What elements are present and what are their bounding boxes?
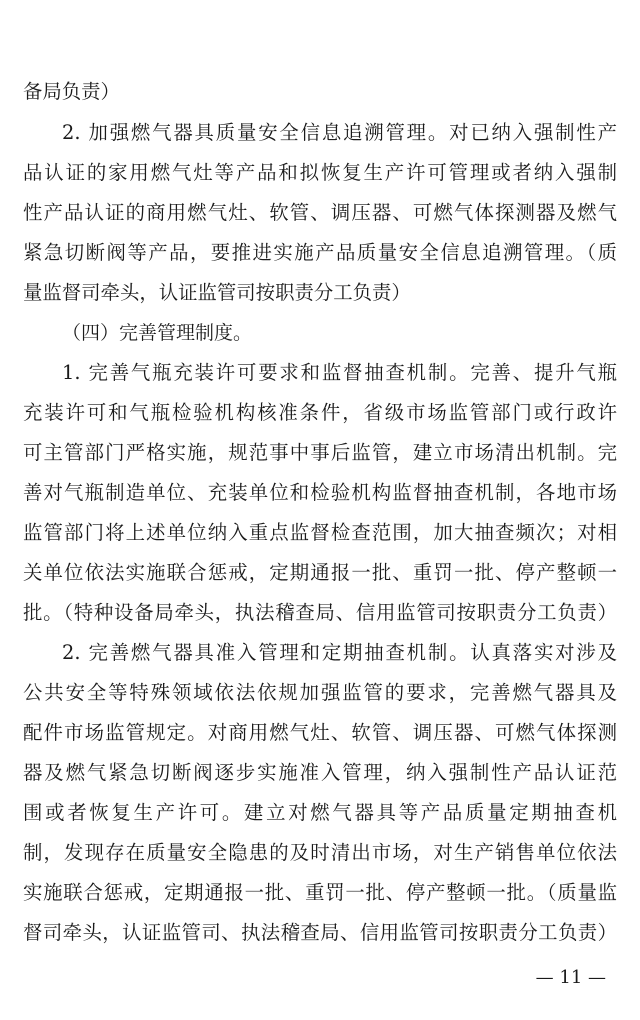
text-line-4: 性产品认证的商用燃气灶、软管、调压器、可燃气体探测器及燃气 [23,201,617,224]
section-heading: （四）完善管理制度。 [62,322,253,344]
text-line-5: 紧急切断阀等产品，要推进实施产品质量安全信息追溯管理。（质 [23,241,617,264]
text-line-8: 1. 完善气瓶充装许可要求和监督抽查机制。完善、提升气瓶 [62,361,617,384]
text-line-12: 监管部门将上述单位纳入重点监督检查范围，加大抽查频次；对相 [23,521,617,544]
text-line-22: 督司牵头，认证监管司、执法稽查局、信用监管司按职责分工负责） [23,921,617,944]
text-line-1: 备局负责） [23,80,120,103]
text-line-21: 实施联合惩戒，定期通报一批、重罚一批、停产整顿一批。（质量监 [23,881,617,904]
text-line-20: 制，发现存在质量安全隐患的及时清出市场，对生产销售单位依法 [23,841,617,864]
text-line-15: 2. 完善燃气器具准入管理和定期抽查机制。认真落实对涉及 [62,641,617,664]
text-line-10: 可主管部门严格实施，规范事中事后监管，建立市场清出机制。完 [23,441,617,464]
text-line-11: 善对气瓶制造单位、充装单位和检验机构监督抽查机制，各地市场 [23,481,617,504]
text-line-16: 公共安全等特殊领域依法依规加强监管的要求，完善燃气器具及 [23,681,617,704]
text-line-19: 围或者恢复生产许可。建立对燃气器具等产品质量定期抽查机 [23,801,617,824]
text-line-3: 品认证的家用燃气灶等产品和拟恢复生产许可管理或者纳入强制 [23,161,617,184]
text-line-17: 配件市场监管规定。对商用燃气灶、软管、调压器、可燃气体探测 [23,721,617,744]
text-line-6: 量监督司牵头，认证监管司按职责分工负责） [23,281,411,304]
text-line-9: 充装许可和气瓶检验机构核准条件，省级市场监管部门或行政许 [23,401,617,424]
text-line-13: 关单位依法实施联合惩戒，定期通报一批、重罚一批、停产整顿一 [23,561,617,584]
text-line-2: 2. 加强燃气器具质量安全信息追溯管理。对已纳入强制性产 [62,121,617,144]
text-line-18: 器及燃气紧急切断阀逐步实施准入管理，纳入强制性产品认证范 [23,761,617,784]
page-number: — 11 — [535,967,606,988]
text-line-14: 批。（特种设备局牵头，执法稽查局、信用监管司按职责分工负责） [23,601,617,624]
